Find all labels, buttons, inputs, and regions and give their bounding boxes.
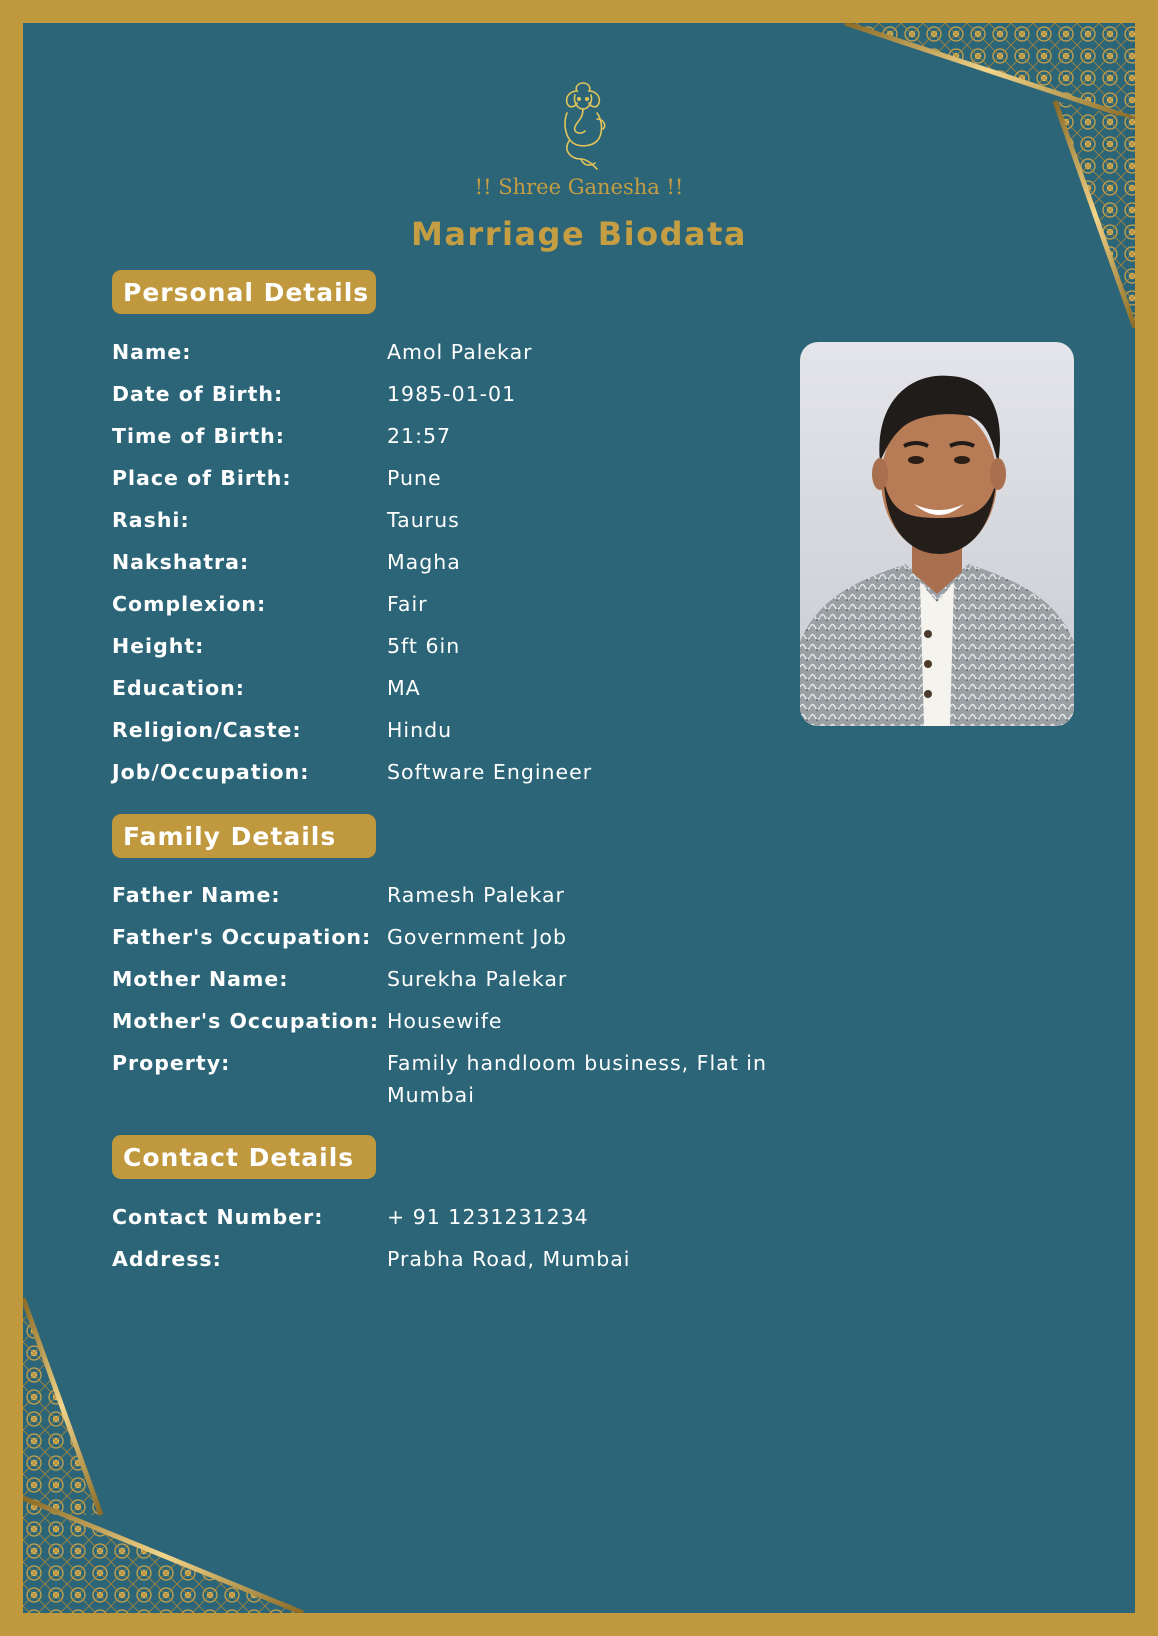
detail-value: 1985-01-01: [387, 382, 517, 406]
detail-value: 5ft 6in: [387, 634, 461, 658]
detail-label: Mother Name:: [112, 967, 289, 991]
detail-value: Pune: [387, 466, 442, 490]
detail-row-mother-name: [112, 963, 812, 1005]
detail-row-rashi: [112, 504, 812, 546]
detail-label: Property:: [112, 1051, 231, 1075]
detail-row-tob: [112, 420, 812, 462]
detail-value: Fair: [387, 592, 428, 616]
detail-value: Hindu: [387, 718, 453, 742]
detail-value: Surekha Palekar: [387, 967, 568, 991]
detail-label: Job/Occupation:: [112, 760, 310, 784]
detail-label: Father Name:: [112, 883, 281, 907]
section-header-contact: Contact Details: [112, 1135, 376, 1179]
detail-row-occupation: [112, 756, 812, 798]
detail-label: Complexion:: [112, 592, 267, 616]
detail-value: Housewife: [387, 1009, 503, 1033]
detail-value: MA: [387, 676, 421, 700]
detail-label: Mother's Occupation:: [112, 1009, 380, 1033]
detail-value: Prabha Road, Mumbai: [387, 1247, 631, 1271]
detail-value: Magha: [387, 550, 461, 574]
detail-row-mother-occupation: [112, 1005, 812, 1047]
detail-value: Ramesh Palekar: [387, 883, 565, 907]
detail-row-nakshatra: [112, 546, 812, 588]
detail-label: Education:: [112, 676, 245, 700]
detail-label: Time of Birth:: [112, 424, 285, 448]
detail-row-height: [112, 630, 812, 672]
corner-ornament-bottom-left: [23, 1298, 323, 1613]
detail-label: Name:: [112, 340, 192, 364]
detail-value: Government Job: [387, 925, 567, 949]
detail-row-complexion: [112, 588, 812, 630]
detail-label: Father's Occupation:: [112, 925, 372, 949]
profile-photo: [800, 342, 1074, 726]
detail-label: Religion/Caste:: [112, 718, 302, 742]
ganesha-icon: [553, 79, 613, 171]
section-header-personal: Personal Details: [112, 270, 376, 314]
detail-row-contact-number: [112, 1201, 812, 1243]
invocation-text: !! Shree Ganesha !!: [474, 175, 684, 199]
detail-row-address: [112, 1243, 812, 1285]
page-title: Marriage Biodata: [410, 215, 748, 253]
detail-label: Height:: [112, 634, 205, 658]
detail-value: Amol Palekar: [387, 340, 533, 364]
detail-value: Software Engineer: [387, 760, 593, 784]
detail-label: Nakshatra:: [112, 550, 250, 574]
detail-label: Address:: [112, 1247, 222, 1271]
detail-row-dob: [112, 378, 812, 420]
family-details-list: [112, 879, 812, 1121]
detail-row-property: [112, 1047, 812, 1121]
detail-row-education: [112, 672, 812, 714]
section-header-family: Family Details: [112, 814, 376, 858]
detail-label: Place of Birth:: [112, 466, 292, 490]
detail-value: 21:57: [387, 424, 452, 448]
contact-details-list: [112, 1201, 812, 1285]
personal-details-list: [112, 336, 812, 798]
detail-value: Family handloom business, Flat in Mumbai: [387, 1051, 767, 1107]
detail-label: Rashi:: [112, 508, 190, 532]
detail-label: Date of Birth:: [112, 382, 284, 406]
detail-row-father-occupation: [112, 921, 812, 963]
detail-row-father-name: [112, 879, 812, 921]
detail-row-religion: [112, 714, 812, 756]
detail-row-pob: [112, 462, 812, 504]
detail-label: Contact Number:: [112, 1205, 324, 1229]
detail-row-name: [112, 336, 812, 378]
detail-value: Taurus: [387, 508, 460, 532]
detail-value: + 91 1231231234: [387, 1205, 589, 1229]
